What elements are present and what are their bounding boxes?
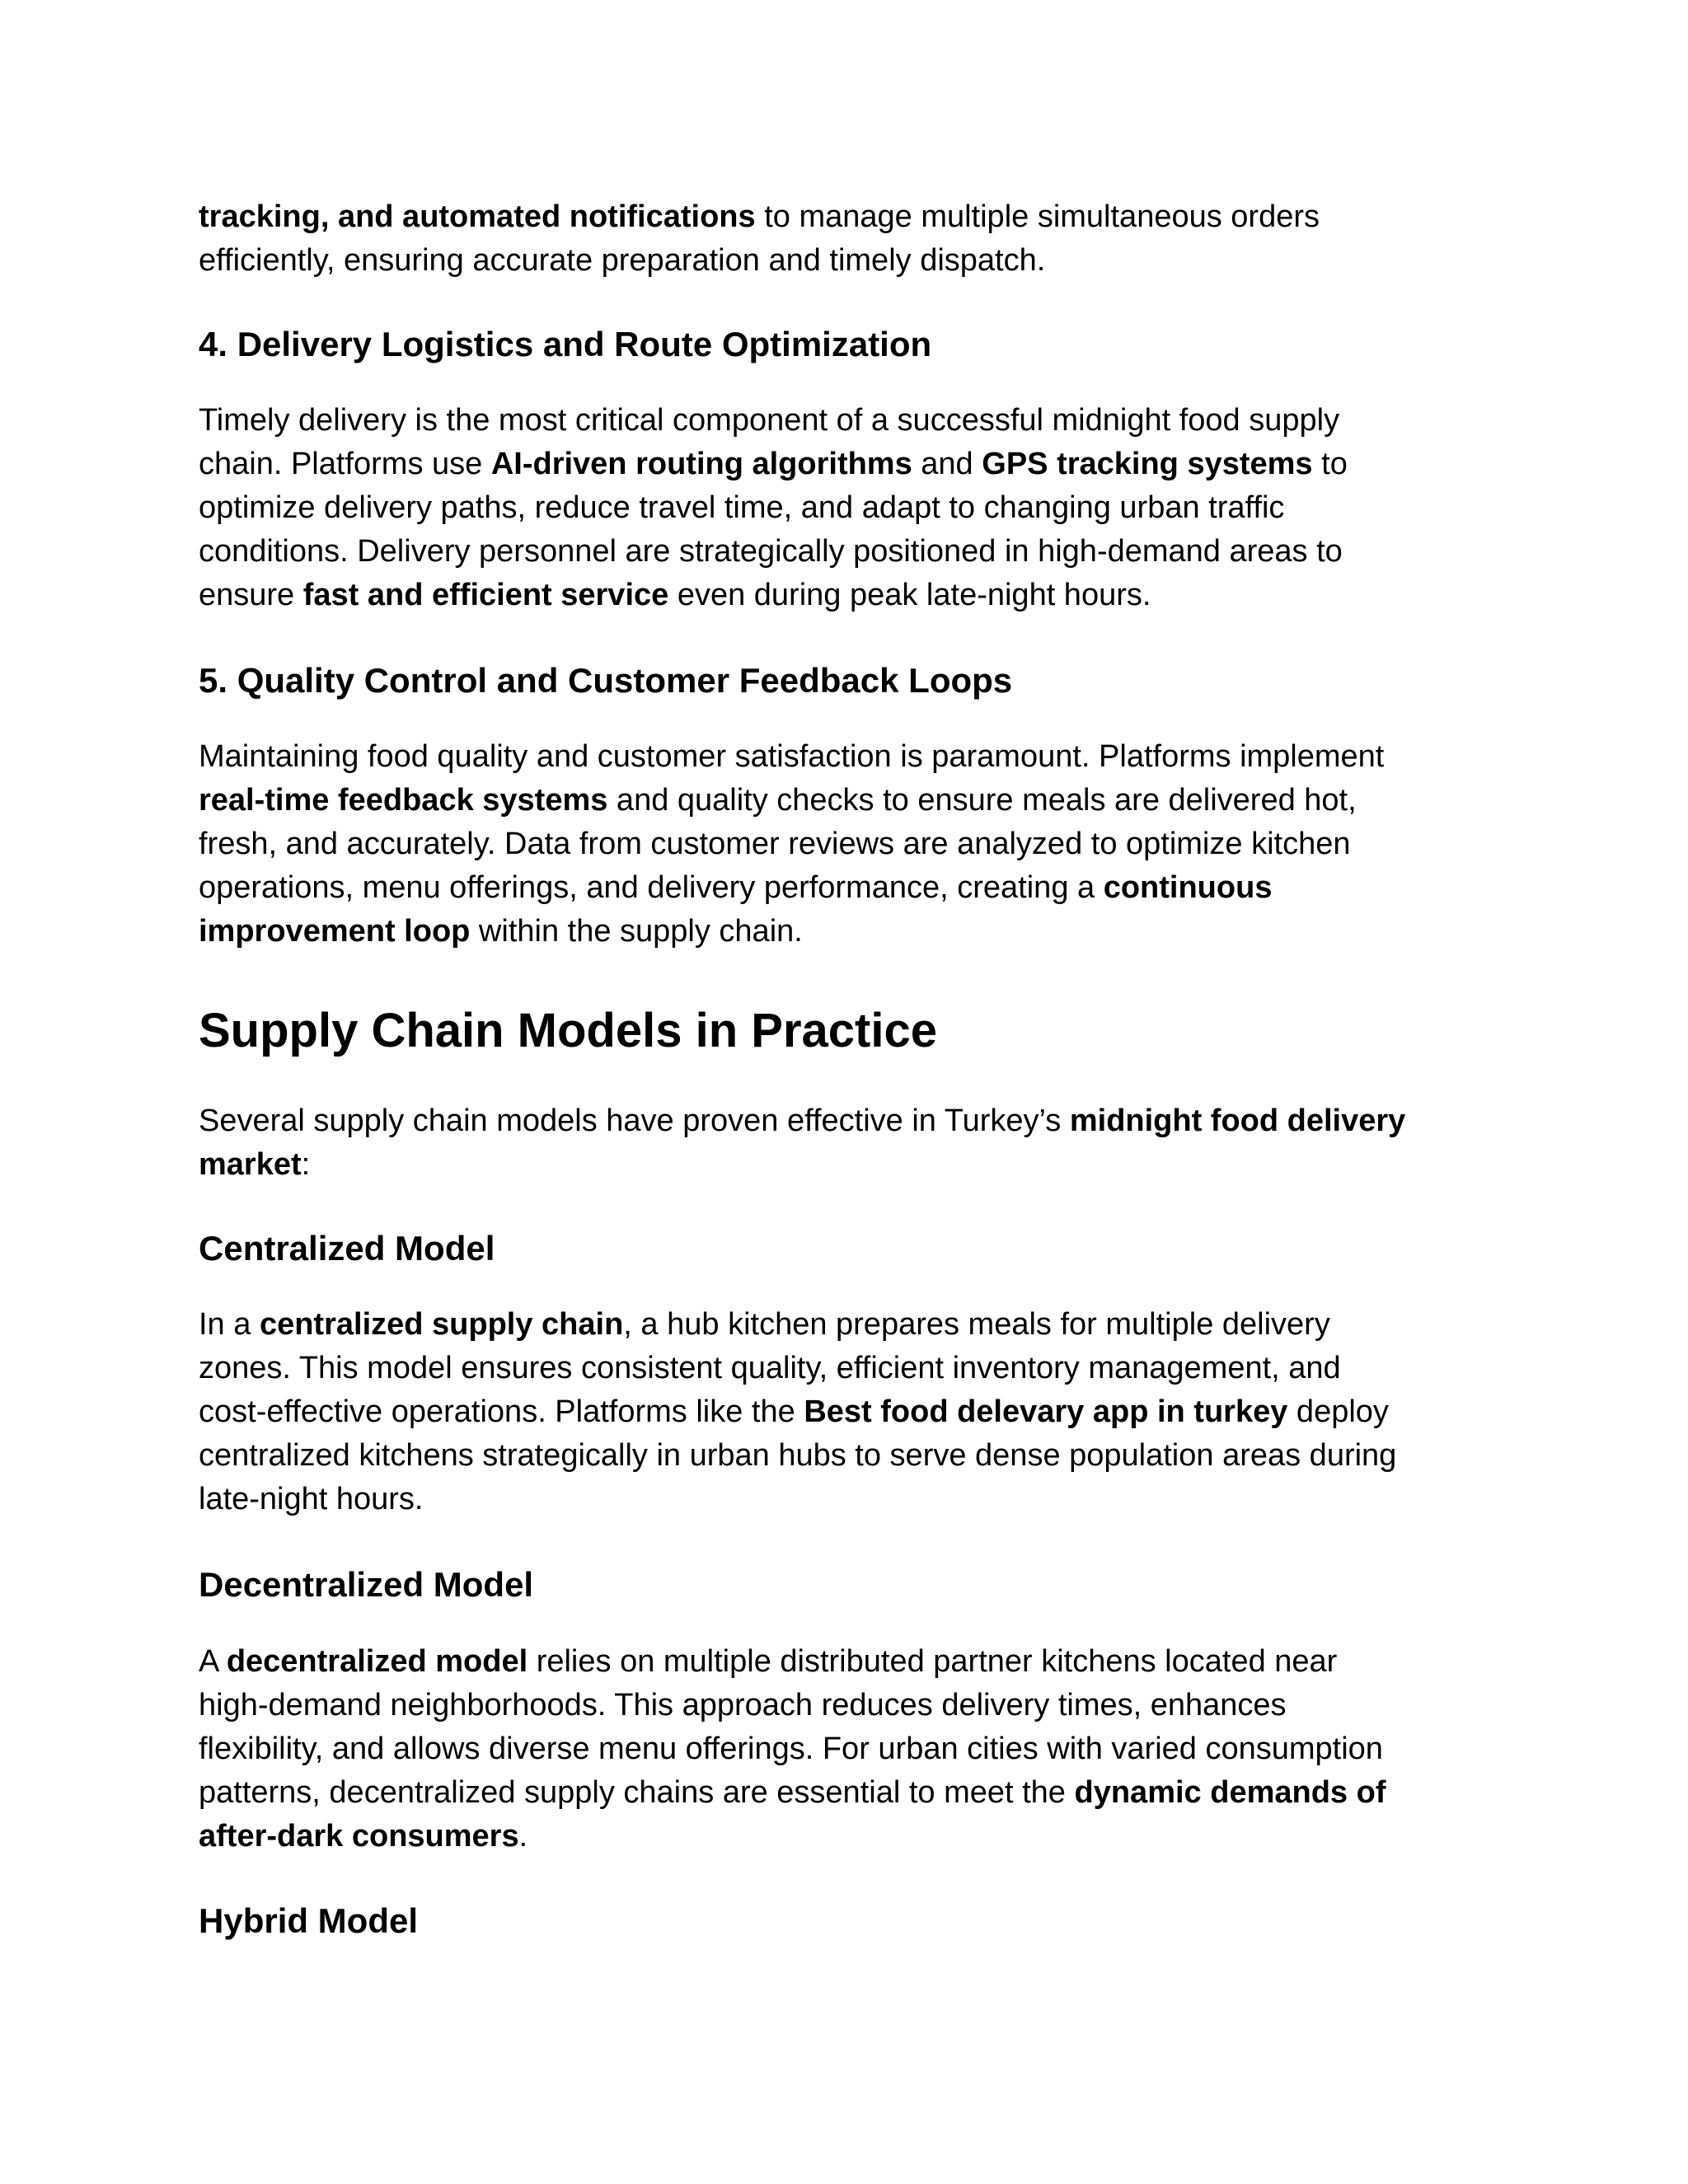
text-run: optimize delivery paths, reduce travel time, and adapt to changing urban traffic (199, 490, 1285, 525)
text-line (199, 1303, 1509, 1347)
text-run: efficiently, ensuring accurate preparation and timely dispatch. (199, 243, 1046, 278)
text-line (199, 1771, 1509, 1815)
heading-delivery-logistics: 4. Delivery Logistics and Route Optimization (199, 325, 932, 363)
text-run: high-demand neighborhoods. This approach reduces delivery times, enhances (199, 1688, 1287, 1722)
bold-text: decentralized model (226, 1644, 528, 1679)
text-run: within the supply chain. (470, 914, 803, 949)
text-line (199, 1640, 1509, 1684)
bold-text: GPS tracking systems (982, 447, 1313, 481)
text-run: chain. Platforms use (199, 447, 491, 481)
text-line (199, 1727, 1509, 1771)
text-run: centralized kitchens strategically in urban hubs to serve dense population areas during (199, 1438, 1397, 1473)
bold-text: midnight food delivery (1069, 1104, 1406, 1138)
heading-centralized-model: Centralized Model (199, 1229, 495, 1268)
text-run: cost-effective operations. Platforms like the (199, 1394, 804, 1429)
text-run: In a (199, 1307, 260, 1342)
paragraph-models-intro (199, 1099, 1509, 1187)
text-run: relies on multiple distributed partner kitchens located near (528, 1644, 1338, 1679)
text-line (199, 1143, 1509, 1187)
text-run: operations, menu offerings, and delivery performance, creating a (199, 870, 1104, 905)
paragraph-delivery-logistics (199, 399, 1509, 617)
text-run: and (912, 447, 982, 481)
paragraph-quality-control (199, 735, 1509, 954)
text-line (199, 1815, 1509, 1858)
text-line (199, 574, 1509, 617)
text-run: Maintaining food quality and customer satisfaction is paramount. Platforms implement (199, 739, 1385, 774)
text-line (199, 195, 1509, 239)
text-line (199, 910, 1509, 954)
bold-text: continuous (1103, 870, 1273, 905)
text-run: conditions. Delivery personnel are strategically positioned in high-demand areas to (199, 534, 1343, 569)
text-run: deploy (1287, 1394, 1389, 1429)
bold-text: market (199, 1147, 302, 1182)
bold-text: tracking, and automated notifications (199, 199, 756, 234)
text-run: : (301, 1147, 311, 1182)
text-line (199, 1478, 1509, 1521)
heading-decentralized-model: Decentralized Model (199, 1565, 534, 1604)
text-run: even during peak late-night hours. (668, 578, 1151, 612)
bold-text: fast and efficient service (302, 578, 669, 612)
text-line (199, 866, 1509, 910)
bold-text: centralized supply chain (259, 1307, 624, 1342)
text-run: flexibility, and allows diverse menu offerings. For urban cities with varied consumption (199, 1732, 1383, 1766)
text-run: to (1312, 447, 1348, 481)
bold-text: AI-driven routing algorithms (490, 447, 912, 481)
paragraph-decentralized-model (199, 1640, 1509, 1858)
paragraph-centralized-model (199, 1303, 1509, 1521)
text-line (199, 530, 1509, 574)
text-run: to manage multiple simultaneous orders (755, 199, 1320, 234)
text-run: and quality checks to ensure meals are delivered hot, (607, 783, 1357, 818)
text-run: , a hub kitchen prepares meals for multiple delivery (623, 1307, 1330, 1342)
text-run: ensure (199, 578, 303, 612)
text-run: fresh, and accurately. Data from customer reviews are analyzed to optimize kitchen (199, 827, 1351, 861)
text-run: late-night hours. (199, 1482, 424, 1516)
text-line (199, 1347, 1509, 1390)
text-line (199, 239, 1509, 283)
heading-quality-control: 5. Quality Control and Customer Feedback Loops (199, 661, 1013, 700)
text-line (199, 486, 1509, 530)
bold-text: after-dark consumers (199, 1819, 519, 1854)
text-line (199, 399, 1509, 443)
text-line (199, 735, 1509, 779)
text-run: A (199, 1644, 227, 1679)
bold-text: real-time feedback systems (199, 783, 608, 818)
text-line (199, 823, 1509, 866)
text-run: patterns, decentralized supply chains are essential to meet the (199, 1775, 1075, 1810)
text-line (199, 1434, 1509, 1478)
text-line (199, 1684, 1509, 1727)
text-run: zones. This model ensures consistent quality, efficient inventory management, and (199, 1351, 1341, 1385)
text-line (199, 443, 1509, 486)
heading-hybrid-model: Hybrid Model (199, 1901, 419, 1940)
text-run: . (518, 1819, 528, 1854)
paragraph-order-management (199, 195, 1509, 283)
text-line (199, 1099, 1509, 1143)
text-run: Timely delivery is the most critical component of a successful midnight food supply (199, 403, 1340, 438)
bold-text: dynamic demands of (1074, 1775, 1386, 1810)
text-line (199, 1390, 1509, 1434)
bold-text: Best food delevary app in turkey (804, 1394, 1288, 1429)
bold-text: improvement loop (199, 914, 471, 949)
text-line (199, 779, 1509, 823)
heading-supply-chain-models: Supply Chain Models in Practice (199, 1004, 937, 1057)
text-run: Several supply chain models have proven effective in Turkey’s (199, 1104, 1070, 1138)
